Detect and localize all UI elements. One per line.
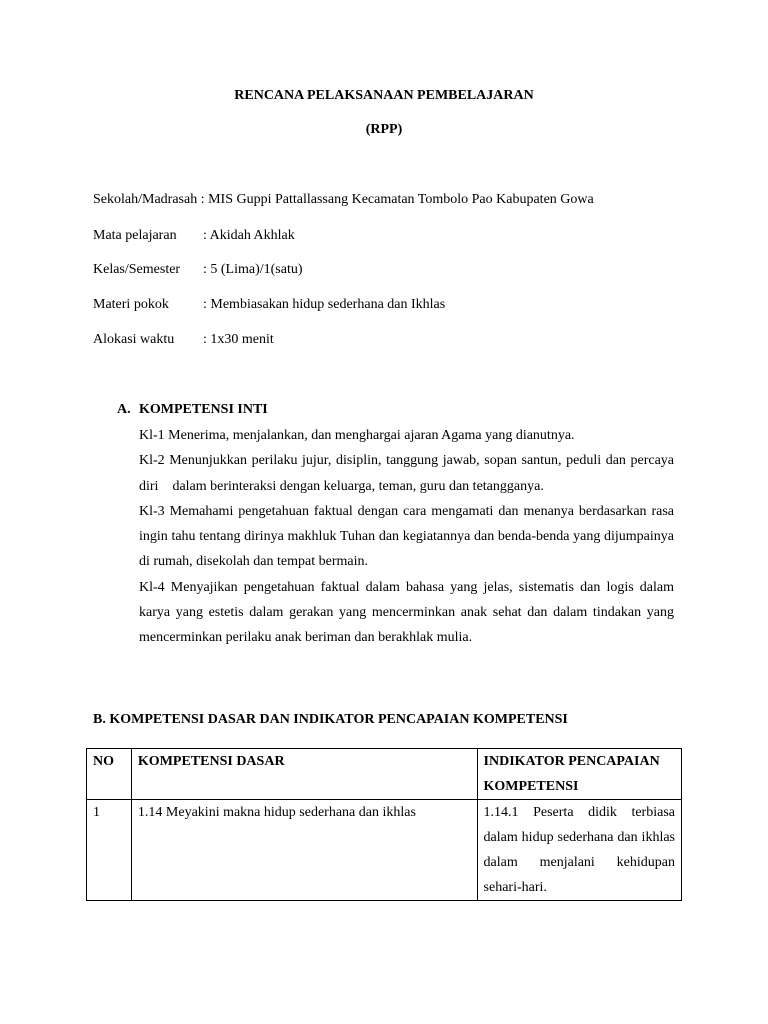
competence-table: [86, 748, 682, 901]
subject-value: : Akidah Akhlak: [203, 228, 295, 243]
core-competence-item: Kl-1 Menerima, menjalankan, dan menghargai ajaran Agama yang dianutnya.: [139, 428, 575, 443]
core-competence-list: [139, 423, 678, 651]
cell-indicator: 1.14.1 Peserta didik terbiasa dalam hidup sederhana dan ikhlas dalam menjalani kehidupan sehari-hari.: [477, 800, 681, 901]
topic-value: : Membiasakan hidup sederhana dan Ikhlas: [203, 297, 446, 312]
document-subtitle: (RPP): [365, 122, 403, 137]
subject-label: Mata pelajaran: [93, 228, 177, 243]
core-competence-item: Kl-4 Menyajikan pengetahuan faktual dalam bahasa yang jelas, sistematis dan logis dalam karya yang estetis dalam gerakan yang mencerminkan anak sehat dan dalam tindakan yang mencerminkan perilaku anak beriman dan berakhlak mulia.: [139, 579, 674, 646]
time-label: Alokasi waktu: [93, 332, 175, 347]
cell-no: 1: [87, 800, 132, 901]
topic-row: [93, 297, 445, 313]
table-row: [87, 800, 682, 901]
section-b-heading: B. KOMPETENSI DASAR DAN INDIKATOR PENCAPAIAN KOMPETENSI: [93, 712, 568, 727]
section-a-heading: [117, 402, 268, 418]
header-no: NO: [87, 749, 132, 800]
section-a-title: KOMPETENSI INTI: [139, 402, 268, 417]
subject-row: [93, 228, 295, 244]
school-value: : MIS Guppi Pattallassang Kecamatan Tombolo Pao Kabupaten Gowa: [200, 192, 594, 207]
school-label: Sekolah/Madrasah: [93, 192, 198, 207]
core-competence-item: Kl-3 Memahami pengetahuan faktual dengan cara mengamati dan menanya berdasarkan rasa ingin tahu tentang dirinya makhluk Tuhan dan kegiatannya dan benda-benda yang dijumpainya di rumah, disekolah dan tempat bermain.: [139, 503, 674, 570]
time-row: [93, 332, 274, 348]
table-header-row: [87, 749, 682, 800]
document-title: RENCANA PELAKSANAAN PEMBELAJARAN: [234, 88, 534, 103]
class-row: [93, 262, 303, 278]
core-competence-item: Kl-2 Menunjukkan perilaku jujur, disiplin, tanggung jawab, sopan santun, peduli dan percaya diri dalam berinteraksi dengan keluarga, teman, guru dan tetangganya.: [139, 453, 678, 494]
class-value: : 5 (Lima)/1(satu): [203, 262, 303, 277]
header-indicator: INDIKATOR PENCAPAIAN KOMPETENSI: [477, 749, 681, 800]
class-label: Kelas/Semester: [93, 262, 181, 277]
topic-label: Materi pokok: [93, 297, 169, 312]
section-a-marker: A.: [117, 402, 131, 417]
school-row: [93, 192, 594, 208]
cell-basic-competence: 1.14 Meyakini makna hidup sederhana dan ikhlas: [131, 800, 477, 901]
time-value: : 1x30 menit: [203, 332, 274, 347]
header-basic-competence: KOMPETENSI DASAR: [131, 749, 477, 800]
